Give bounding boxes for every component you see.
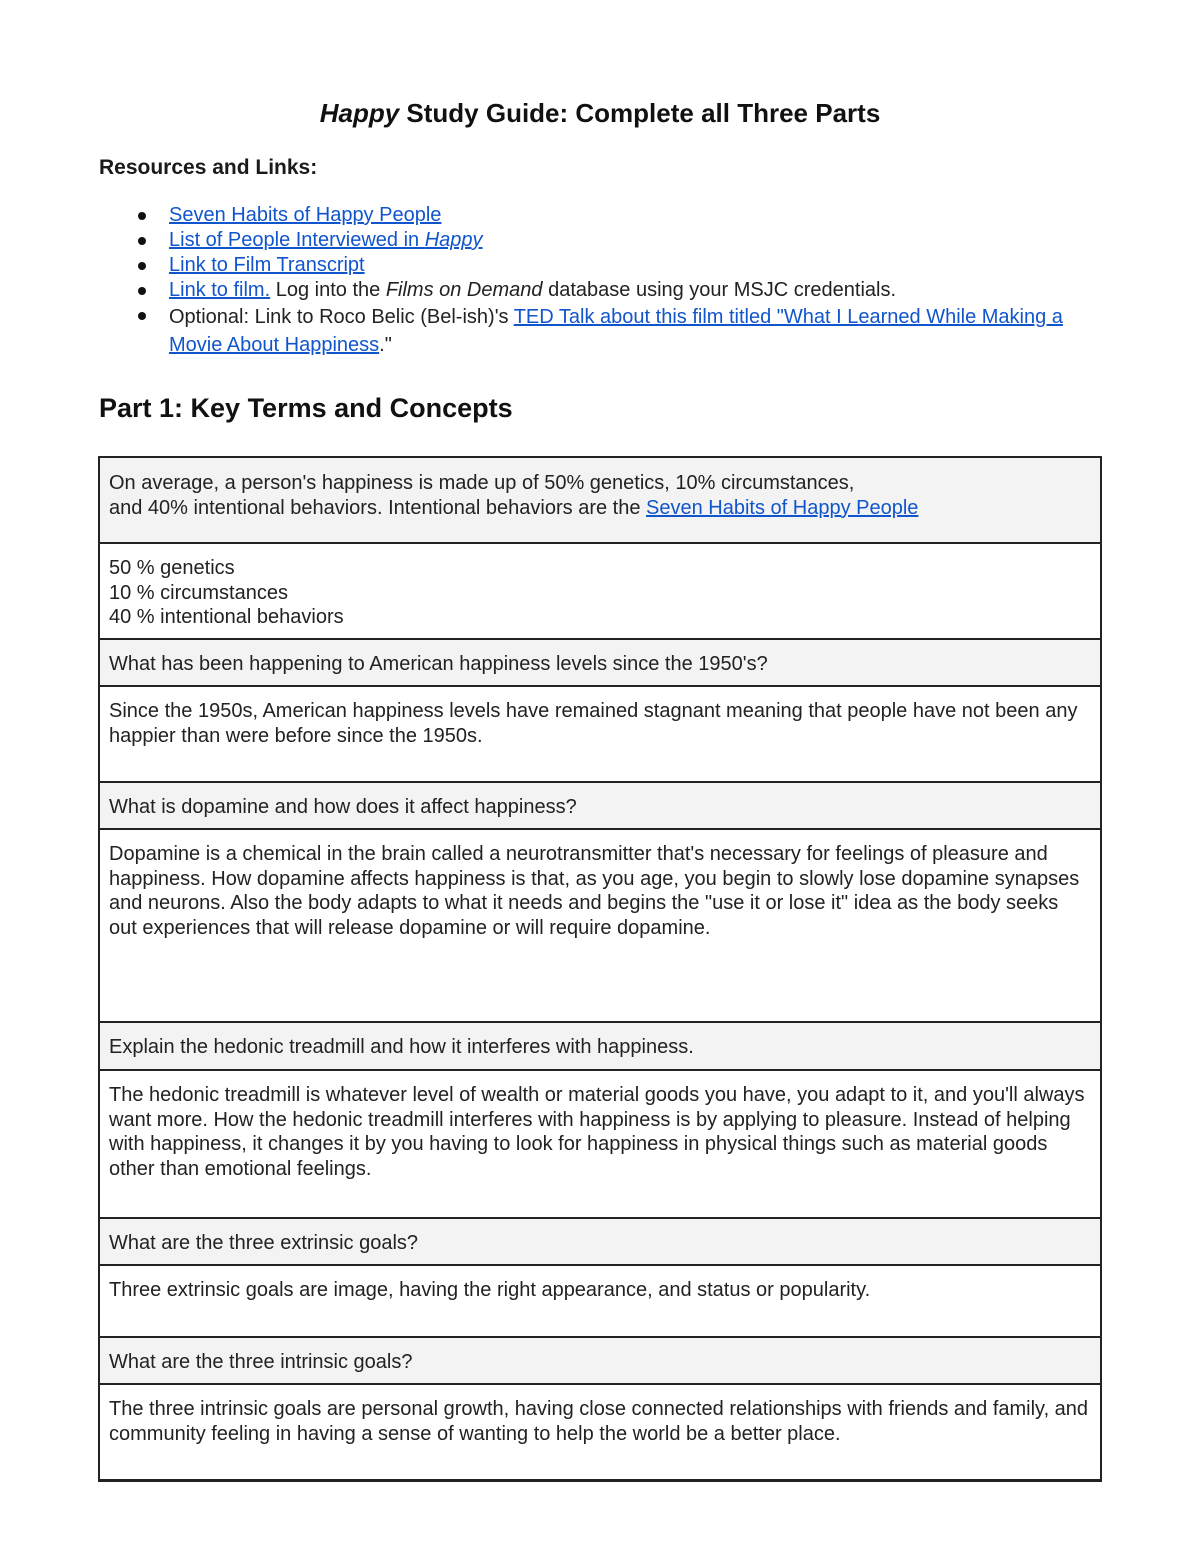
table-row — [99, 686, 1101, 782]
table-row — [99, 639, 1101, 686]
breakdown-cell — [99, 543, 1101, 639]
intro-seven-habits-link[interactable]: Seven Habits of Happy People — [646, 496, 919, 519]
list-item — [99, 228, 1079, 253]
bullet-icon — [138, 262, 146, 270]
bullet-icon — [138, 312, 146, 320]
bullet-icon — [138, 237, 146, 245]
table-row — [99, 1337, 1101, 1384]
optional-ted-text: Optional: Link to Roco Belic (Bel-ish)'s — [169, 306, 514, 328]
film-transcript-link[interactable]: Link to Film Transcript — [169, 254, 365, 276]
table-row — [99, 1070, 1101, 1218]
intro-line-2-text: and 40% intentional behaviors. Intentional behaviors are the — [109, 496, 647, 519]
table-row — [99, 543, 1101, 639]
question-cell: What are the three extrinsic goals? — [99, 1218, 1101, 1265]
answer-cell: The hedonic treadmill is whatever level of wealth or material goods you have, you adapt to it, and you'll always want more. How the hedonic treadmill interferes with happiness is by applying to pleasure. Instead of helping with happiness, it changes it by you having to look for happiness in physical things such as material goods other than emotional feelings. — [99, 1070, 1101, 1218]
intro-cell — [99, 457, 1101, 543]
table-row — [99, 829, 1101, 1022]
question-cell: What has been happening to American happiness levels since the 1950's? — [99, 639, 1101, 686]
intro-line-1: On average, a person's happiness is made up of 50% genetics, 10% circumstances, — [109, 472, 855, 494]
breakdown-genetics: 50 % genetics — [109, 557, 235, 579]
people-interviewed-link-italic: Happy — [424, 229, 483, 251]
table-row — [99, 1265, 1101, 1337]
resources-heading: Resources and Links: — [99, 156, 318, 179]
resources-list — [99, 203, 1079, 359]
film-link[interactable]: Link to film. — [169, 279, 271, 301]
seven-habits-link[interactable]: Seven Habits of Happy People — [169, 204, 442, 226]
table-row — [99, 1218, 1101, 1265]
list-item — [99, 253, 1079, 278]
intro-line-2 — [109, 496, 1091, 521]
film-link-instructions: Log into the — [270, 279, 386, 301]
question-cell: What are the three intrinsic goals? — [99, 1337, 1101, 1384]
breakdown-circumstances: 10 % circumstances — [109, 581, 288, 604]
answer-cell: Dopamine is a chemical in the brain called a neurotransmitter that's necessary for feelings of pleasure and happiness. How dopamine affects happiness is that, as you age, you begin to slowly lose dopamine synapses and neurons. Also the body adapts to what it needs and begins the "use it or lose it" idea as the body seeks out experiences that will release dopamine or will require dopamine. — [99, 829, 1101, 1022]
optional-ted-text-end: ." — [379, 334, 392, 356]
film-link-instructions-end: database using your MSJC credentials. — [542, 279, 897, 301]
table-row — [99, 457, 1101, 543]
table-row — [99, 782, 1101, 829]
answer-cell: The three intrinsic goals are personal growth, having close connected relationships with friends and family, and community feeling in having a sense of wanting to help the world be a better place. — [99, 1384, 1101, 1481]
question-cell: Explain the hedonic treadmill and how it interferes with happiness. — [99, 1022, 1101, 1070]
part1-heading: Part 1: Key Terms and Concepts — [99, 393, 513, 423]
breakdown-intentional: 40 % intentional behaviors — [109, 606, 344, 628]
list-item — [99, 278, 1079, 303]
people-interviewed-link[interactable] — [169, 229, 483, 251]
films-on-demand-text: Films on Demand — [385, 279, 543, 301]
bullet-icon — [138, 287, 146, 295]
question-cell: What is dopamine and how does it affect happiness? — [99, 782, 1101, 829]
ted-talk-link[interactable]: TED Talk about this film titled "What I Learned While Making a Movie About Happiness — [169, 306, 1063, 356]
table-row — [99, 1022, 1101, 1070]
answer-cell: Since the 1950s, American happiness levels have remained stagnant meaning that people have not been any happier than were before since the 1950s. — [99, 686, 1101, 782]
page-title-italic: Happy — [319, 98, 400, 128]
page-title-rest: Study Guide: Complete all Three Parts — [399, 98, 881, 128]
key-terms-table — [98, 456, 1102, 1482]
people-interviewed-link-text: List of People Interviewed in — [169, 229, 425, 251]
table-row — [99, 1384, 1101, 1481]
page-title — [0, 98, 1200, 129]
answer-cell: Three extrinsic goals are image, having the right appearance, and status or popularity. — [99, 1265, 1101, 1337]
bullet-icon — [138, 212, 146, 220]
list-item — [99, 203, 1079, 228]
list-item — [99, 303, 1079, 359]
